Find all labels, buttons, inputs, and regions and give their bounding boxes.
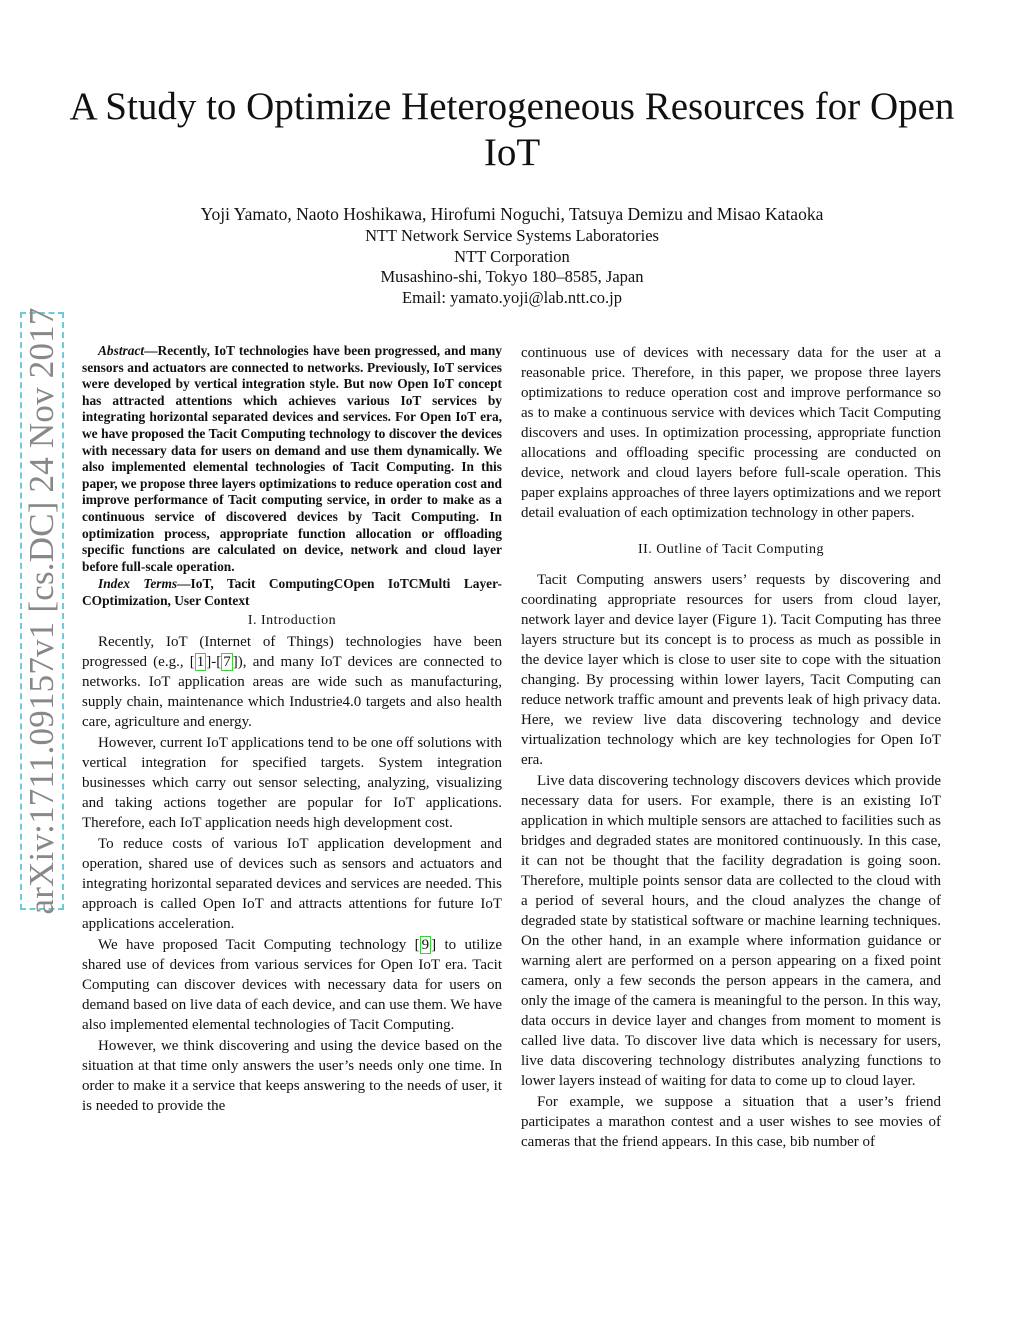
left-column bbox=[82, 343, 502, 1116]
paragraph: For example, we suppose a situation that a user’s friend participates a marathon contest and a user wishes to see movies of cameras that the friend appears. In this case, bib number of bbox=[521, 1094, 941, 1150]
abstract-text: —Recently, IoT technologies have been progressed, and many sensors and actuators are connected to networks. Previously, IoT services were developed by vertical integration style. But now Open IoT concept has attracted attentions which achieves various IoT services by integrating horizontal separated devices and services. For Open IoT era, we have proposed the Tacit Computing technology to discover the devices with necessary data for users on demand and use them dynamically. We also implemented elemental technologies of Tacit Computing. In this paper, we propose three layers optimizations to reduce operation cost and improve performance of Tacit computing service, in order to make as a continuous service of discovered devices by Tacit Computing. In optimization process, appropriate function allocation or offloading specific functions are calculated on device, network and cloud layer before full-scale operation. bbox=[82, 343, 502, 574]
citation-link[interactable]: 9 bbox=[421, 936, 430, 953]
right-column bbox=[521, 343, 941, 1152]
section-heading-introduction: I. Introduction bbox=[247, 612, 337, 628]
affiliation-corp: NTT Corporation bbox=[454, 246, 570, 266]
paragraph: However, we think discovering and using the device based on the situation at that time only answers the user’s needs only one time. In order to make it a service that keeps answering to the needs of user, it is needed to provide the bbox=[82, 1037, 502, 1114]
arxiv-stamp-text: arXiv:1711.09157v1 [cs.DC] 24 Nov 2017 bbox=[22, 307, 61, 915]
section-heading-outline: II. Outline of Tacit Computing bbox=[637, 542, 824, 557]
citation-link[interactable]: 1 bbox=[196, 653, 205, 670]
paragraph: continuous use of devices with necessary data for the user at a reasonable price. Therefore, in this paper, we propose three layers optimizations to reduce operation cost and improve performance so as to make a continuous service with devices which Tacit Computing discovers and uses. In optimization processing, appropriate function allocations and offloading specific processing are conducted on device, network and cloud layers before full-scale operation. This paper explains approaches of three layers optimizations and we report detail evaluation of each optimization technology in other papers. bbox=[521, 345, 941, 521]
author-names: Yoji Yamato, Naoto Hoshikawa, Hirofumi Noguchi, Tatsuya Demizu and Misao Kataoka bbox=[200, 204, 824, 224]
paragraph: Recently, IoT (Internet of Things) technologies have been progressed (e.g., [ 1 ]-[ 7 ]), and many IoT devices are connected to networks. IoT application areas are wide such as manufacturing, supply chain, maintenance which Industrie4.0 targets and also health care, agriculture and energy. bbox=[82, 633, 502, 730]
arxiv-stamp[interactable] bbox=[20, 307, 64, 915]
author-block bbox=[100, 202, 924, 308]
paragraph: To reduce costs of various IoT application development and operation, shared use of devices such as sensors and actuators and integrating horizontal separated devices and services are needed. This approach is called Open IoT and attracts attentions for future IoT applications acceleration. bbox=[82, 835, 502, 932]
index-terms bbox=[82, 576, 502, 609]
index-terms-label: Index Terms bbox=[98, 576, 178, 592]
author-email[interactable]: Email: yamato.yoji@lab.ntt.co.jp bbox=[401, 287, 623, 307]
index-terms-text: —IoT, Tacit ComputingCOpen IoTCMulti Layer-COptimization, User Context bbox=[82, 576, 502, 608]
paragraph: Live data discovering technology discovers devices which provide necessary data for users. For example, there is an existing IoT application in which multiple sensors are attached to facilities such as bridges and degraded states are monitored continuously. In this case, it can not be thought that the facility degradation is going soon. Therefore, multiple points sensor data are collected to the cloud with a period of several hours, and the cloud analyzes the change of degraded state by statistical software or machine learning techniques. On the other hand, in an example where information guidance or warning alert are performed on a person appearing on a fixed point camera, only a few seconds the person appears in the camera, and only the image of the camera is meaningful to the person. In this way, data occurs in device layer and changes from moment to moment is called live data. To discover live data which is necessary for users, live data discovering technology distributes analyzing functions to lower layers instead of waiting for data to come up to cloud layer. bbox=[521, 773, 941, 1089]
paragraph: Tacit Computing answers users’ requests by discovering and coordinating appropriate resources for users from cloud layer, network layer and device layer (Figure 1). Tacit Computing has three layers structure but its concept is to process as much as possible in the device layer which is close to user site to cope with the situation changing. By processing within lower layers, Tacit Computing can reduce network traffic amount and prevents leak of high privacy data. Here, we review live data discovering technology and device virtualization technology which are key technologies for Open IoT era. bbox=[521, 572, 941, 768]
abstract-label: Abstract bbox=[98, 343, 145, 358]
citation-link[interactable]: 7 bbox=[223, 653, 231, 670]
paragraph: However, current IoT applications tend to be one off solutions with vertical integration for specified targets. System integration businesses which carry out sensor selecting, analyzing, visualizing and taking actions together are popular for IoT applications. Therefore, each IoT application needs high development cost. bbox=[82, 734, 502, 831]
paper-title: A Study to Optimize Heterogeneous Resources for Open IoT bbox=[69, 85, 955, 174]
affiliation-address: Musashino-shi, Tokyo 180–8585, Japan bbox=[380, 267, 644, 286]
paragraph: We have proposed Tacit Computing technology [ 9 ] to utilize shared use of devices from various services for Open IoT era. Tacit Computing can discover devices with necessary data for users on demand based on live data of each device, and can use them. We have also implemented elemental technologies of Tacit Computing. bbox=[82, 936, 502, 1033]
abstract bbox=[82, 343, 502, 575]
affiliation-lab: NTT Network Service Systems Laboratories bbox=[365, 226, 659, 245]
